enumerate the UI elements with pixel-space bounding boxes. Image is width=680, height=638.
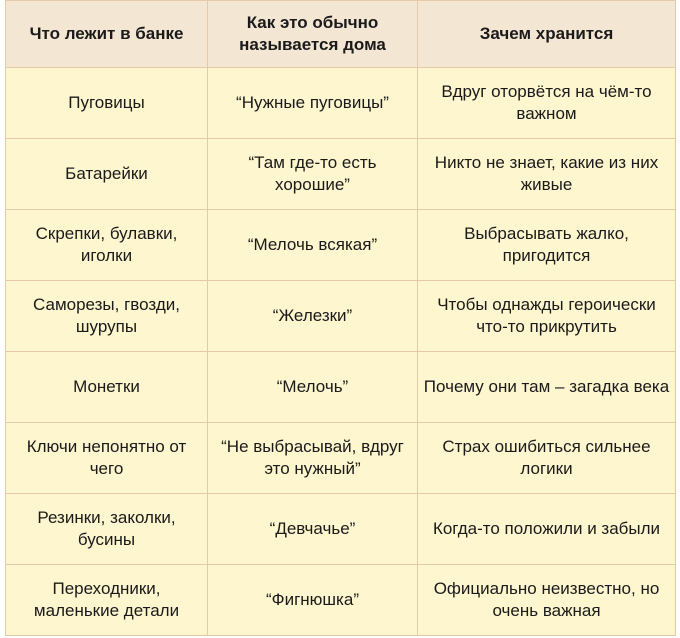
table-row: [6, 281, 676, 352]
cell-home-name: “Там где-то есть хорошие”: [208, 139, 418, 210]
cell-reason: Чтобы однажды героически что-то прикрутить: [418, 281, 676, 352]
header-home-name: Как это обычно называется дома: [208, 1, 418, 68]
cell-item: Батарейки: [6, 139, 208, 210]
cell-reason: Когда-то положили и забыли: [418, 494, 676, 565]
cell-item: Переходники, маленькие детали: [6, 565, 208, 636]
cell-reason: Официально неизвестно, но очень важная: [418, 565, 676, 636]
table-header-row: [6, 1, 676, 68]
cell-home-name: “Мелочь всякая”: [208, 210, 418, 281]
cell-home-name: “Фигнюшка”: [208, 565, 418, 636]
cell-item: Резинки, заколки, бусины: [6, 494, 208, 565]
cell-reason: Никто не знает, какие из них живые: [418, 139, 676, 210]
cell-item: Монетки: [6, 352, 208, 423]
table-row: [6, 423, 676, 494]
cell-reason: Почему они там – загадка века: [418, 352, 676, 423]
cell-home-name: “Не выбрасывай, вдруг это нужный”: [208, 423, 418, 494]
table-row: [6, 494, 676, 565]
cell-item: Ключи непонятно от чего: [6, 423, 208, 494]
cell-reason: Страх ошибиться сильнее логики: [418, 423, 676, 494]
cell-item: Пуговицы: [6, 68, 208, 139]
table-row: [6, 139, 676, 210]
header-why-kept: Зачем хранится: [418, 1, 676, 68]
cell-home-name: “Нужные пуговицы”: [208, 68, 418, 139]
cell-reason: Выбрасывать жалко, пригодится: [418, 210, 676, 281]
cell-reason: Вдруг оторвётся на чём-то важном: [418, 68, 676, 139]
table-row: [6, 352, 676, 423]
table-row: [6, 565, 676, 636]
cell-item: Саморезы, гвозди, шурупы: [6, 281, 208, 352]
cell-home-name: “Железки”: [208, 281, 418, 352]
cell-item: Скрепки, булавки, иголки: [6, 210, 208, 281]
cell-home-name: “Девчачье”: [208, 494, 418, 565]
header-what-in-jar: Что лежит в банке: [6, 1, 208, 68]
cell-home-name: “Мелочь”: [208, 352, 418, 423]
table-row: [6, 68, 676, 139]
jar-contents-table: [5, 0, 676, 636]
table-row: [6, 210, 676, 281]
